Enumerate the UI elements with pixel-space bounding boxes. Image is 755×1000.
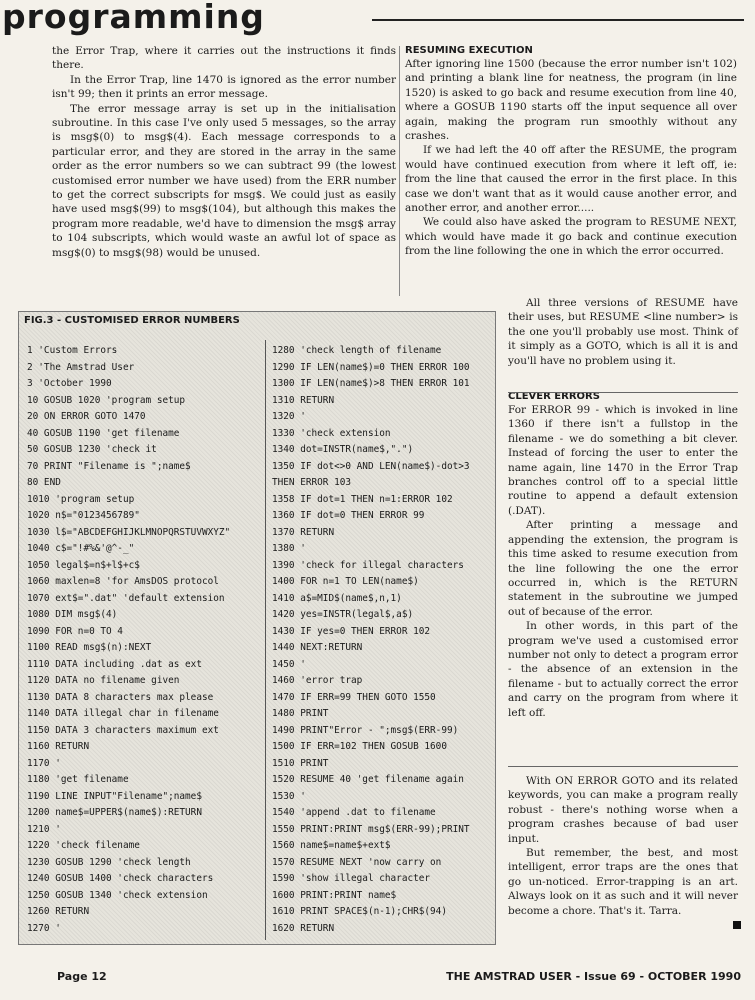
code-line: 1280 'check length of filename [272, 345, 442, 356]
clever-errors-heading: CLEVER ERRORS [508, 391, 600, 403]
code-line: 1020 n$="0123456789" [27, 510, 140, 521]
divider-rule [508, 392, 738, 393]
code-listing-box [18, 311, 496, 945]
code-line: 1220 'check filename [27, 840, 140, 851]
closing-column [508, 774, 738, 918]
paragraph: For ERROR 99 - which is invoked in line 1360 if there isn't a fullstop in the filename - we do something a bit clever. Instead of forcing the user to enter the name again, line 1470 in the Error Trap branches control off to a special little routine to append a default extension (.DAT). [508, 404, 738, 517]
paragraph: In other words, in this part of the program we've used a customised error number not only to detect a program error - the absence of an extension in the filename - but to actually correct the error and carry on the program from where it left off. [508, 620, 738, 719]
code-line: 1030 l$="ABCDEFGHIJKLMNOPQRSTUVWXYZ" [27, 526, 231, 538]
code-line: 1470 IF ERR=99 THEN GOTO 1550 [272, 691, 436, 703]
listing-column-divider [265, 340, 266, 940]
code-line: 1420 yes=INSTR(legal$,a$) [272, 609, 414, 620]
code-line: 1260 RETURN [27, 906, 90, 917]
code-line: 1360 IF dot=0 THEN ERROR 99 [272, 510, 425, 521]
code-line: 1600 PRINT:PRINT name$ [272, 889, 397, 901]
code-line: 70 PRINT "Filename is ";name$ [27, 460, 191, 472]
header-rule [372, 19, 744, 21]
code-line: 1300 IF LEN(name$)>8 THEN ERROR 101 [272, 378, 470, 389]
code-line: 1550 PRINT:PRINT msg$(ERR-99);PRINT [272, 823, 470, 835]
right-column [405, 44, 737, 259]
code-line: 1330 'check extension [272, 427, 391, 439]
code-line: 1240 GOSUB 1400 'check characters [27, 873, 214, 884]
paragraph: If we had left the 40 off after the RESUME, the program would have continued execution from where it left off, ie: from the line that caused the error in the first place. In this case we don't want that as it would cause another error, and another error, and another error..... [405, 144, 737, 215]
divider-rule [508, 766, 738, 767]
code-line: 3 'October 1990 [27, 378, 112, 389]
code-line: 1370 RETURN [272, 526, 335, 538]
code-line: 1080 DIM msg$(4) [27, 609, 118, 620]
paragraph: With ON ERROR GOTO and its related keywords, you can make a program really robust - there's nothing worse when a program crashes because of bad user input. [508, 775, 738, 845]
resuming-execution-body [405, 57, 737, 259]
code-line: 1150 DATA 3 characters maximum ext [27, 724, 219, 736]
code-line: 1510 PRINT [272, 757, 329, 769]
resume-summary-paragraph: All three versions of RESUME have their uses, but RESUME <line number> is the one you'll probably use most. Think of it simply as a GOTO, which is all it is and you'll have no problem using it. [508, 297, 738, 367]
code-line: 1590 'show illegal character [272, 873, 431, 884]
listing-title: FIG.3 - CUSTOMISED ERROR NUMBERS [24, 315, 240, 326]
code-line: 1120 DATA no filename given [27, 675, 180, 686]
code-line: THEN ERROR 103 [272, 477, 352, 488]
code-line: 1340 dot=INSTR(name$,".") [272, 444, 414, 455]
code-line: 1290 IF LEN(name$)=0 THEN ERROR 100 [272, 361, 470, 373]
code-line: 1130 DATA 8 characters max please [27, 691, 214, 703]
column-divider [399, 46, 400, 296]
code-line: 1 'Custom Errors [27, 345, 118, 356]
paragraph: In the Error Trap, line 1470 is ignored as the error number isn't 99; then it prints an error message. [52, 73, 396, 101]
code-line: 1610 PRINT SPACE$(n-1);CHR$(94) [272, 906, 447, 917]
code-listing-left [27, 343, 230, 937]
code-line: 1180 'get filename [27, 774, 129, 785]
code-line: 1450 ' [272, 658, 306, 670]
code-line: 1620 RETURN [272, 922, 335, 934]
code-line: 1040 c$="!#%&'@^-_" [27, 543, 135, 554]
right-lower-column [508, 296, 738, 720]
page-number: Page 12 [57, 970, 107, 983]
paragraph: After ignoring line 1500 (because the error number isn't 102) and printing a blank line for neatness, the program (in line 1520) is asked to go back and resume execution from line 40, where a GOSUB 1190 starts off the input sequence all over again, making the program run smoothly without any crashes. [405, 58, 737, 143]
code-line: 1430 IF yes=0 THEN ERROR 102 [272, 625, 431, 637]
code-line: 1060 maxlen=8 'for AmsDOS protocol [27, 576, 219, 587]
code-line: 1530 ' [272, 790, 306, 802]
code-line: 1190 LINE INPUT"Filename";name$ [27, 790, 202, 802]
code-line: 1440 NEXT:RETURN [272, 642, 363, 653]
code-line: 20 ON ERROR GOTO 1470 [27, 411, 146, 422]
paragraph: the Error Trap, where it carries out the instructions it finds there. [52, 45, 396, 72]
code-line: 1570 RESUME NEXT 'now carry on [272, 856, 442, 868]
code-line: 1480 PRINT [272, 708, 329, 719]
code-line: 1490 PRINT"Error - ";msg$(ERR-99) [272, 724, 459, 736]
code-line: 1110 DATA including .dat as ext [27, 658, 202, 670]
code-line: 1500 IF ERR=102 THEN GOSUB 1600 [272, 741, 447, 752]
paragraph: After printing a message and appending the extension, the program is this time asked to resume execution from the line following the one the error occurred in, which is the RETURN statement in the subroutine we jumped out of because of the error. [508, 519, 738, 618]
code-line: 1358 IF dot=1 THEN n=1:ERROR 102 [272, 493, 453, 505]
resuming-execution-heading: RESUMING EXECUTION [405, 45, 533, 56]
code-line: 1170 ' [27, 757, 61, 769]
code-line: 1350 IF dot<>0 AND LEN(name$)-dot>3 [272, 460, 470, 472]
code-line: 1230 GOSUB 1290 'check length [27, 856, 191, 868]
code-line: 1390 'check for illegal characters [272, 559, 464, 571]
code-line: 1460 'error trap [272, 675, 363, 686]
code-line: 1210 ' [27, 823, 61, 835]
section-title: programming [2, 0, 265, 36]
code-line: 1540 'append .dat to filename [272, 807, 436, 818]
left-column [52, 44, 396, 260]
code-line: 1410 a$=MID$(name$,n,1) [272, 592, 402, 604]
code-listing-right [272, 343, 470, 937]
end-of-article-mark [733, 921, 741, 929]
code-line: 1200 name$=UPPER$(name$):RETURN [27, 807, 202, 818]
code-line: 1160 RETURN [27, 741, 90, 752]
paragraph: The error message array is set up in the initialisation subroutine. In this case I've only used 5 messages, so the array is msg$(0) to msg$(4). Each message corresponds to a particular error, and they are stored in the array in the same order as the error numbers so we can subtract 99 (the lowest customised error number we have used) from the ERR number to get the correct subscripts for msg$. We could just as easily have used msg$(99) to msg$(104), but although this makes the program more readable, we'd have to dimension the msg$ array to 104 subscripts, which would waste an awful lot of space as msg$(0) to msg$(98) would be unused. [52, 102, 396, 259]
code-line: 1070 ext$=".dat" 'default extension [27, 592, 225, 604]
code-line: 1010 'program setup [27, 493, 135, 505]
paragraph: But remember, the best, and most intelligent, error traps are the ones that go un-noticed. Error-trapping is an art. Always look on it as such and it will never become a chore. That's it. Tarra. [508, 847, 738, 917]
paragraph: We could also have asked the program to RESUME NEXT, which would have made it go back and continue execution from the line following the one in which the error occurred. [405, 216, 737, 258]
code-line: 1380 ' [272, 543, 306, 554]
code-line: 1400 FOR n=1 TO LEN(name$) [272, 576, 419, 587]
code-line: 1140 DATA illegal char in filename [27, 708, 219, 719]
code-line: 1090 FOR n=0 TO 4 [27, 625, 123, 637]
code-line: 80 END [27, 477, 61, 488]
code-line: 1560 name$=name$+ext$ [272, 840, 391, 851]
code-line: 1250 GOSUB 1340 'check extension [27, 889, 208, 901]
code-line: 40 GOSUB 1190 'get filename [27, 427, 180, 439]
code-line: 1050 legal$=n$+l$+c$ [27, 559, 140, 571]
code-line: 2 'The Amstrad User [27, 361, 135, 373]
code-line: 1310 RETURN [272, 394, 335, 406]
code-line: 50 GOSUB 1230 'check it [27, 444, 157, 455]
clever-errors-body [508, 403, 738, 720]
code-line: 1520 RESUME 40 'get filename again [272, 774, 464, 785]
magazine-issue: THE AMSTRAD USER - Issue 69 - OCTOBER 1990 [446, 970, 741, 983]
code-line: 1320 ' [272, 411, 306, 422]
code-line: 10 GOSUB 1020 'program setup [27, 394, 186, 406]
code-line: 1270 ' [27, 922, 61, 934]
code-line: 1100 READ msg$(n):NEXT [27, 642, 152, 653]
